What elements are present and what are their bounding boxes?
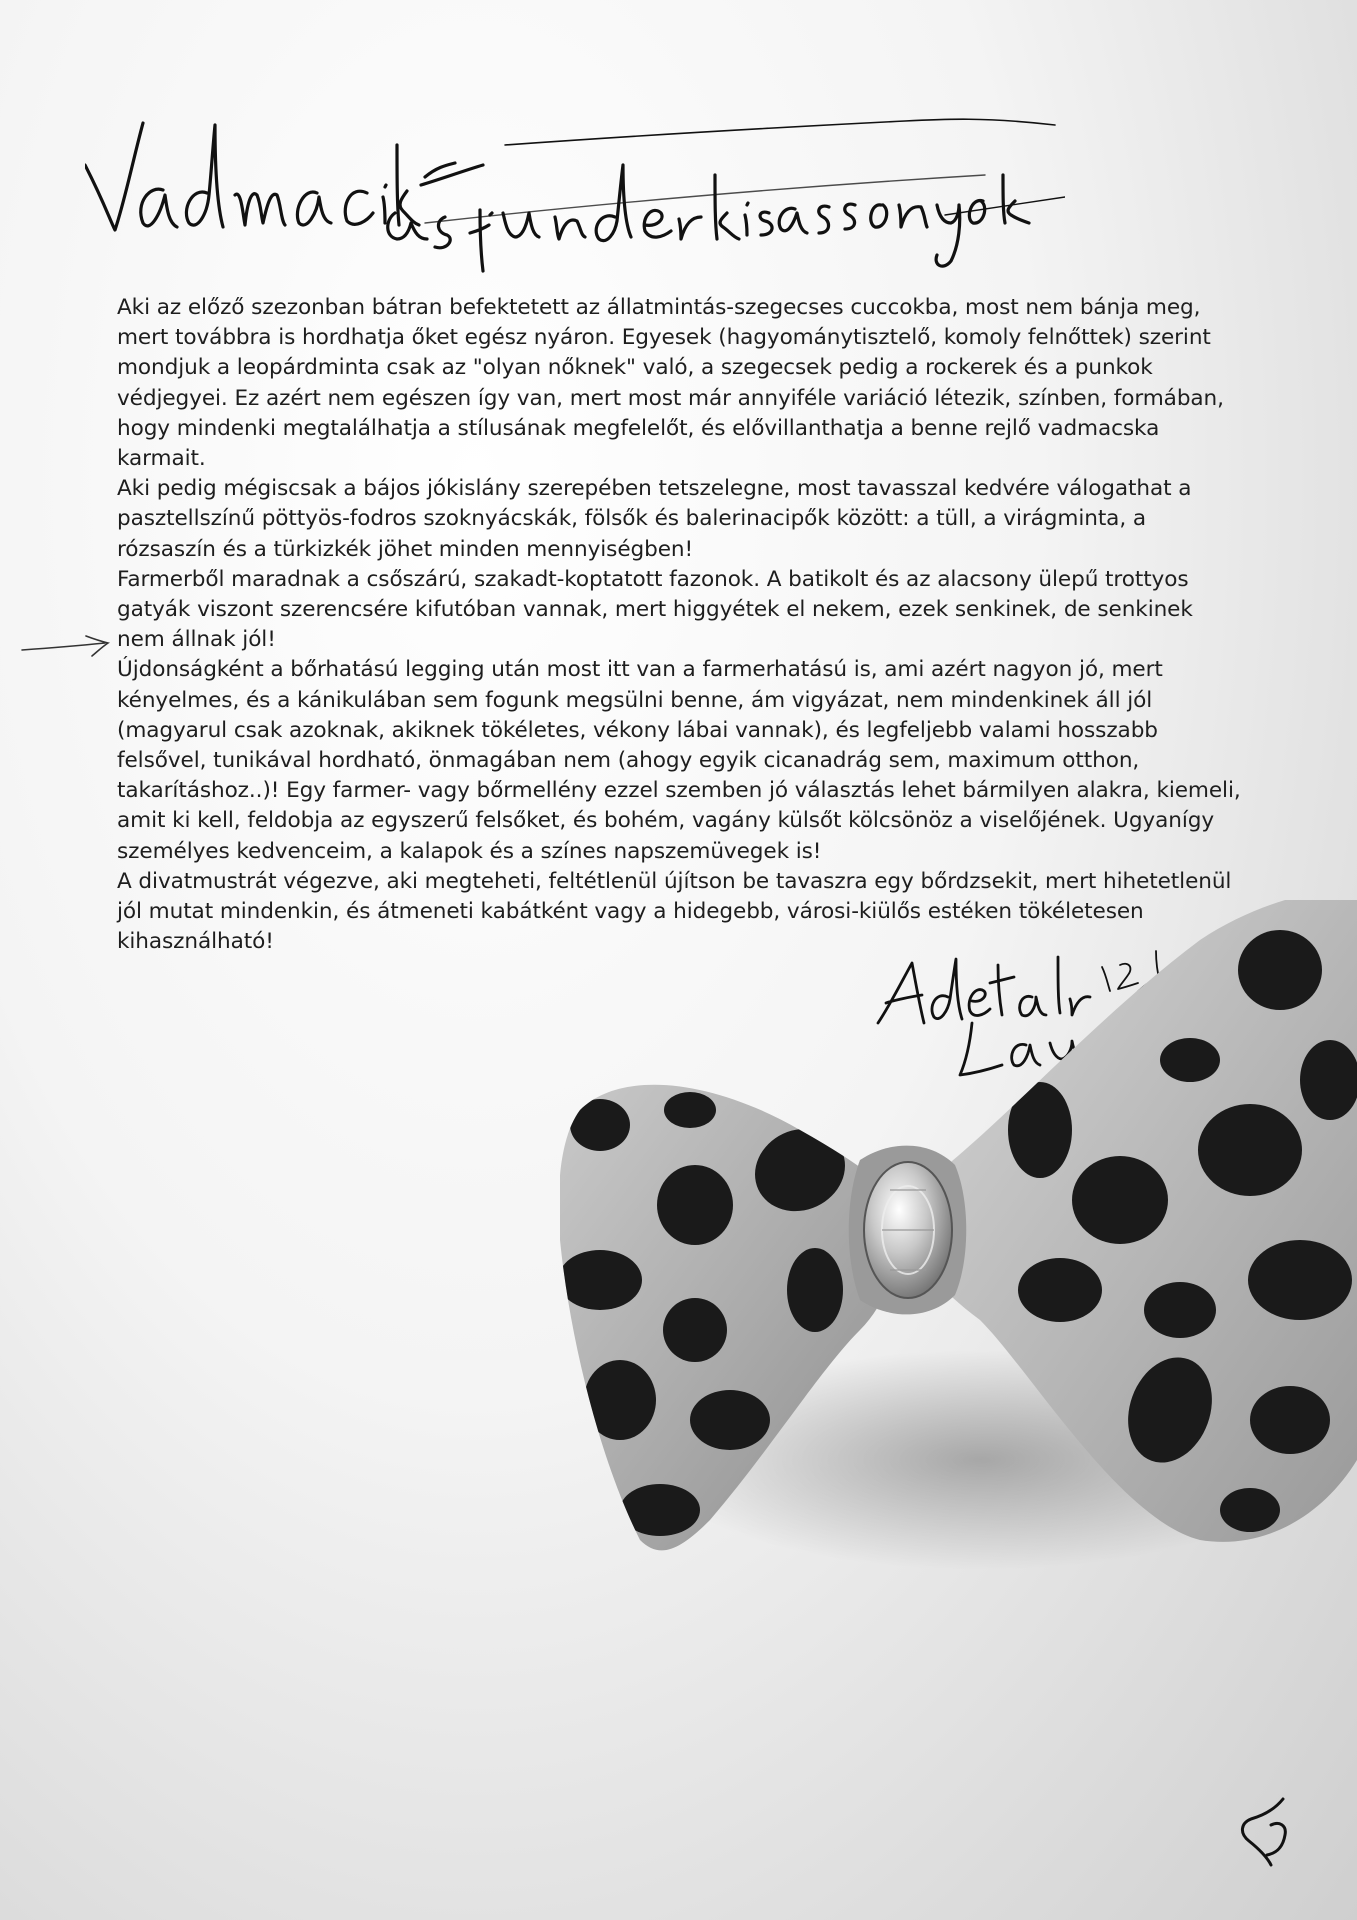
margin-arrow-icon — [20, 630, 115, 660]
article-paragraph-4: Újdonságként a bőrhatású legging után most itt van a farmerhatású is, ami azért nagyon jó, mert kényelmes, és a kánikulában sem fogunk megsülni benne, ám vigyázat, nem mindenkinek áll jól (magyarul csak azoknak, akiknek tökéletes, vékony lábai vannak), és legfeljebb valami hosszabb felsővel, tunikával hordható, önmagában nem (ahogy egyik cicanadrág sem, maximum otthon, takarításhoz..)! Egy farmer- vagy bőrmellény ezzel szemben jó választás lehet bármilyen alakra, kiemeli, amit ki kell, feldobja az egyszerű felsőket, és bohém, vagány külsőt kölcsönöz a viselőjének. Ugyanígy személyes kedvenceim, a kalapok és a színes napszemüvegek is! — [117, 657, 1241, 864]
article-paragraph-1: Aki az előző szezonban bátran befektetett az állatmintás-szegecses cuccokba, most nem bánja meg, mert továbbra is hordhatja őket egész nyáron. Egyesek (hagyománytisztelő, komoly felnőttek) szerint mondjuk a leopárdminta csak az "olyan nőknek" való, a szegecsek pedig a rockerek és a punkok védjegyei. Ez azért nem egészen így van, mert most már annyiféle variáció létezik, színben, formában, hogy mindenki megtalálhatja a stílusának megfelelőt, és elővillanthatja a benne rejlő vadmacska karmait. — [117, 295, 1224, 472]
title-ink-drawing — [85, 105, 1065, 275]
leopard-bow-photo — [560, 900, 1357, 1630]
article-paragraph-5: A divatmustrát végezve, aki megteheti, feltétlenül újítson be tavaszra egy bőrdzsekit, mert hihetetlenül jól mutat mindenkin, és átmeneti kabátként vagy a hidegebb, városi-kiülős estéken tökéletesen kihasználható! — [117, 868, 1232, 955]
handwritten-title — [85, 105, 1065, 275]
article-body — [117, 293, 1242, 957]
publication-logo-icon — [1235, 1795, 1305, 1870]
article-paragraph-3: Farmerből maradnak a csőszárú, szakadt-koptatott fazonok. A batikolt és az alacsony ülepű trottyos gatyák viszont szerencsére kifutóban vannak, mert higgyétek el nekem, ezek senkinek, de senkinek nem állnak jól! — [117, 566, 1193, 653]
article-paragraph-2: Aki pedig mégiscsak a bájos jókislány szerepében tetszelegne, most tavasszal kedvére válogathat a pasztellszínű pöttyös-fodros szoknyácskák, fölsők és balerinacipők között: a tüll, a virágminta, a rózsaszín és a türkizkék jöhet minden mennyiségben! — [117, 476, 1192, 562]
